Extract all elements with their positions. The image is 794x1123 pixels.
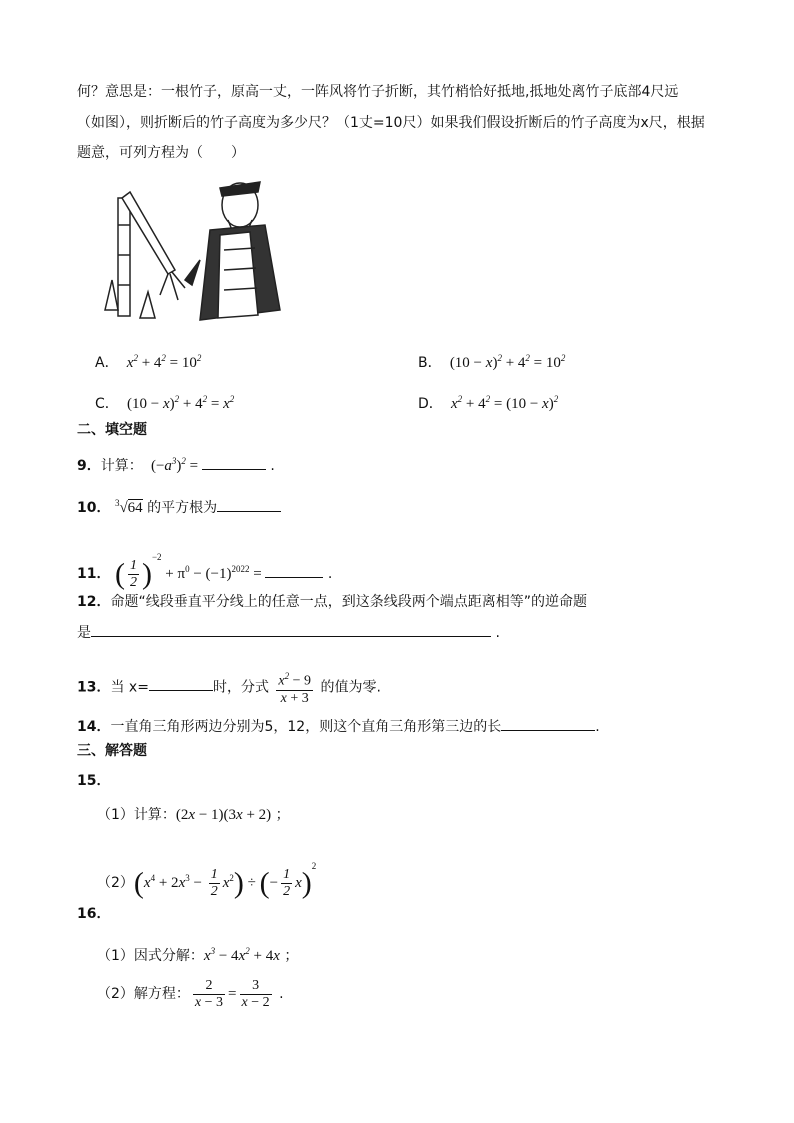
question-12-text: 命题“线段垂直平分线上的任意一点，到这条线段两个端点距离相等”的逆命题	[110, 594, 587, 610]
question-10-radical: $^3$√64	[114, 498, 143, 516]
question-16-part-1-text: （1）因式分解：	[97, 948, 204, 964]
option-b[interactable]	[418, 348, 565, 373]
option-a-label: A．	[95, 355, 119, 371]
option-b-label: B．	[418, 355, 442, 371]
question-16-part-2-text: （2）解方程：	[97, 986, 190, 1002]
question-12-line-2: 是 .	[77, 622, 500, 643]
section-3-title: 三、解答题	[77, 743, 147, 759]
question-16-number: 16．	[77, 906, 111, 922]
question-13	[77, 668, 381, 704]
question-14-text: 一直角三角形两边分别为5，12，则这个直角三角形第三边的长	[110, 719, 502, 735]
question-15-part-1-expression: (2x − 1)(3x + 2)	[175, 807, 272, 823]
option-a-equation: $x^2 + 4^2 = 10^2$	[123, 353, 202, 371]
question-14-number: 14．	[77, 719, 111, 735]
question-10-text: 的平方根为	[147, 500, 218, 516]
section-2-title: 二、填空题	[77, 422, 147, 438]
question-13-blank[interactable]	[149, 676, 213, 691]
question-15-part-2-text: （2）	[97, 875, 134, 891]
question-16-part-1: （1）因式分解：$x^3 - 4x^2 + 4x$ ；	[97, 946, 299, 964]
intro-line-1: 何？意思是：一根竹子，原高一丈，一阵风将竹子折断，其竹梢恰好抵地,抵地处离竹子底部4尺远	[77, 84, 679, 100]
intro-line-2: （如图），则折断后的竹子高度为多少尺？（1丈=10尺）如果我们假设折断后的竹子高度为x尺，根据	[77, 115, 705, 131]
question-11-number: 11．	[77, 566, 111, 582]
question-9-text: 计算：	[100, 458, 143, 474]
question-13-fraction: $\frac{x^2 - 9}{x + 3}$	[276, 668, 313, 707]
option-d-label: D．	[418, 396, 443, 412]
question-15-number: 15．	[77, 773, 111, 789]
question-11-blank[interactable]	[265, 563, 323, 578]
question-15-part-2-expression: ($x^4 + 2x^3$ − $\frac{1}{2}$ $x^2$) ÷ (− $\frac{1}{2}$ x)$^2$	[133, 861, 317, 900]
question-9: 9．计算： $(-a^3)^2$ = .	[77, 456, 275, 474]
question-15-part-2	[97, 848, 317, 900]
question-13-text-1: 当 x=	[110, 679, 149, 696]
question-16-part-2: （2）解方程： $\frac{2}{x - 3}$ = $\frac{3}{x - 2}$ .	[97, 977, 284, 1010]
question-15-part-1-text: （1）计算：	[97, 807, 176, 823]
option-a[interactable]	[95, 348, 201, 373]
option-b-equation: $(10 - x)^2 + 4^2 = 10^2$	[449, 353, 566, 371]
intro-line-3: 题意，可列方程为（ ）	[77, 145, 245, 161]
question-9-expression: $(-a^3)^2$ =	[150, 456, 199, 474]
question-11: 11． ( $\frac{1}{2}$ )$^{-2} + \pi^0 - (-1)^{2022}$ = .	[77, 552, 333, 591]
question-12-text-2: 是	[77, 625, 91, 641]
question-10-number: 10．	[77, 500, 111, 516]
question-14: 14．一直角三角形两边分别为5，12，则这个直角三角形第三边的长 .	[77, 716, 600, 737]
question-9-number: 9．	[77, 458, 101, 474]
question-9-blank[interactable]	[202, 455, 266, 470]
question-16-part-1-expression: $x^3 - 4x^2 + 4x$	[203, 946, 280, 964]
question-10	[77, 493, 281, 518]
question-13-text-3: 的值为零.	[320, 679, 381, 696]
question-16-fraction-right: $\frac{3}{x - 2}$	[241, 977, 270, 1010]
bamboo-scholar-illustration	[100, 170, 290, 330]
question-15-part-1: （1）计算：(2x − 1)(3x + 2) ；	[97, 807, 290, 823]
question-16-fraction-left: $\frac{2}{x - 3}$	[194, 977, 224, 1010]
question-12-line-1	[77, 592, 587, 612]
option-d[interactable]	[418, 389, 558, 414]
question-12-blank[interactable]	[91, 622, 491, 637]
question-11-expression: ( $\frac{1}{2}$ )$^{-2} + \pi^0 - (-1)^{2022}$ =	[114, 552, 266, 591]
option-d-equation: $x^2 + 4^2 = (10 - x)^2$	[447, 394, 559, 412]
question-14-blank[interactable]	[501, 716, 595, 731]
option-c-label: C．	[95, 396, 119, 412]
question-13-number: 13．	[77, 679, 111, 696]
option-c-equation: $(10 - x)^2 + 4^2 = x^2$	[126, 394, 235, 412]
question-10-blank[interactable]	[217, 497, 281, 512]
question-12-number: 12．	[77, 594, 111, 610]
question-13-text-2: 时，分式	[212, 679, 269, 696]
option-c[interactable]	[95, 389, 234, 414]
